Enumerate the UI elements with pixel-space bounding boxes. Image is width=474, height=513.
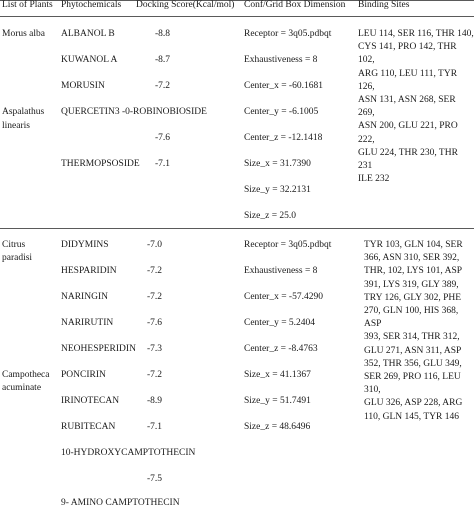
chemical-name: NARINGIN	[61, 292, 108, 302]
conf-line: Receptor = 3q05.pdbqt	[244, 29, 332, 39]
binding-sites-cell	[358, 28, 474, 186]
docking-score: -8.7	[155, 55, 171, 65]
docking-score: -7.5	[147, 474, 163, 484]
chemical-name: PONCIRIN	[61, 370, 106, 380]
chemical-name: KUWANOL A	[61, 55, 118, 65]
docking-score: -7.3	[147, 344, 163, 354]
binding-line: 352, THR 356, GLU 349,	[364, 358, 462, 369]
binding-line: 366, ASN 310, SER 392,	[364, 253, 460, 264]
header-plants: List of Plants	[2, 0, 53, 10]
docking-score: -7.2	[155, 81, 171, 91]
plant-name: Aspalathus	[2, 107, 45, 117]
chemical-name: RUBITECAN	[61, 422, 116, 432]
binding-line: ILE 232	[358, 174, 390, 185]
group-divider	[0, 228, 474, 229]
docking-score: -7.1	[155, 159, 171, 169]
header-phytochemicals: Phytochemicals	[61, 0, 122, 10]
binding-line: ASN 131, ASN 268, SER 269,	[358, 95, 456, 119]
docking-score: -7.6	[147, 318, 163, 328]
binding-line: 391, LYS 319, GLY 389,	[364, 279, 459, 290]
conf-line: Size_x = 41.1367	[244, 370, 311, 380]
chemical-name: HESPARIDIN	[61, 266, 117, 276]
chemical-name: QUERCETIN3 -0-ROBINOBIOSIDE	[61, 107, 207, 117]
plant-name: Campotheca	[2, 370, 50, 380]
binding-line: TRY 126, GLY 302, PHE	[364, 292, 462, 303]
conf-line: Center_y = -6.1005	[244, 107, 319, 117]
binding-line: 110, GLN 145, TYR 146	[364, 411, 459, 422]
conf-line: Receptor = 3q05.pdbqt	[244, 240, 332, 250]
header-docking-score: Docking Score(Kcal/mol)	[136, 0, 235, 10]
chemical-name: NARIRUTIN	[61, 318, 114, 328]
binding-sites-cell	[364, 239, 474, 424]
docking-score: -8.8	[155, 29, 171, 39]
plant-name: Citrus	[2, 240, 26, 250]
conf-line: Center_z = -12.1418	[244, 133, 323, 143]
docking-score: -7.0	[147, 240, 163, 250]
conf-line: Exhaustiveness = 8	[244, 55, 318, 65]
binding-line: GLU 326, ASP 228, ARG	[364, 398, 463, 409]
plant-name: Morus alba	[2, 29, 46, 39]
binding-line: 270, GLN 100, HIS 368, ASP	[364, 306, 459, 330]
binding-line: TYR 103, GLN 104, SER	[364, 240, 463, 250]
binding-line: ASN 200, GLU 221, PRO 222,	[358, 121, 458, 145]
binding-line: GLU 271, ASN 311, ASP	[364, 345, 462, 356]
conf-line: Exhaustiveness = 8	[244, 266, 318, 276]
binding-line: CYS 141, PRO 142, THR 102,	[358, 42, 457, 66]
conf-line: Center_x = -57.4290	[244, 292, 323, 302]
chemical-name: NEOHESPERIDIN	[61, 344, 136, 354]
chemical-name: IRINOTECAN	[61, 396, 120, 406]
binding-line: LEU 114, SER 116, THR 140,	[358, 29, 474, 39]
binding-line: SER 269, PRO 116, LEU 310,	[364, 372, 461, 396]
docking-score: -7.1	[147, 422, 163, 432]
conf-line: Center_x = -60.1681	[244, 81, 323, 91]
conf-line: Size_y = 51.7491	[244, 396, 311, 406]
plant-name: acuminate	[2, 383, 42, 393]
chemical-name: DIDYMINS	[61, 240, 109, 250]
docking-score: -7.6	[155, 133, 171, 143]
plant-name: linearis	[2, 121, 30, 131]
conf-line: Center_z = -8.4763	[244, 344, 318, 354]
docking-score: -7.2	[147, 292, 163, 302]
docking-score: -8.9	[147, 396, 163, 406]
chemical-name: MORUSIN	[61, 81, 105, 91]
chemical-name: THERMOPSOSIDE	[61, 159, 140, 169]
docking-score: -7.2	[147, 370, 163, 380]
binding-line: GLU 224, THR 230, THR 231	[358, 147, 458, 172]
chemical-name: 10-HYDROXYCAMPTOTHECIN	[61, 448, 196, 458]
header-rule	[0, 16, 474, 17]
chemical-name: 9- AMINO CAMPTOTHECIN	[61, 498, 180, 508]
header-conf-grid: Conf/Grid Box Dimension	[244, 0, 346, 10]
binding-line: 393, SER 314, THR 312,	[364, 332, 460, 343]
binding-line: ARG 110, LEU 111, TYR 126,	[358, 68, 458, 92]
chemical-name: ALBANOL B	[61, 29, 115, 39]
binding-line: THR, 102, LYS 101, ASP	[364, 266, 463, 277]
conf-line: Size_x = 31.7390	[244, 159, 311, 169]
conf-line: Size_z = 48.6496	[244, 422, 311, 432]
conf-line: Center_y = 5.2404	[244, 318, 316, 328]
conf-line: Size_z = 25.0	[244, 211, 297, 221]
plant-name: paradisi	[2, 253, 33, 263]
docking-score: -7.2	[147, 266, 163, 276]
conf-line: Size_y = 32.2131	[244, 185, 311, 195]
header-binding-sites: Binding Sites	[358, 0, 410, 10]
